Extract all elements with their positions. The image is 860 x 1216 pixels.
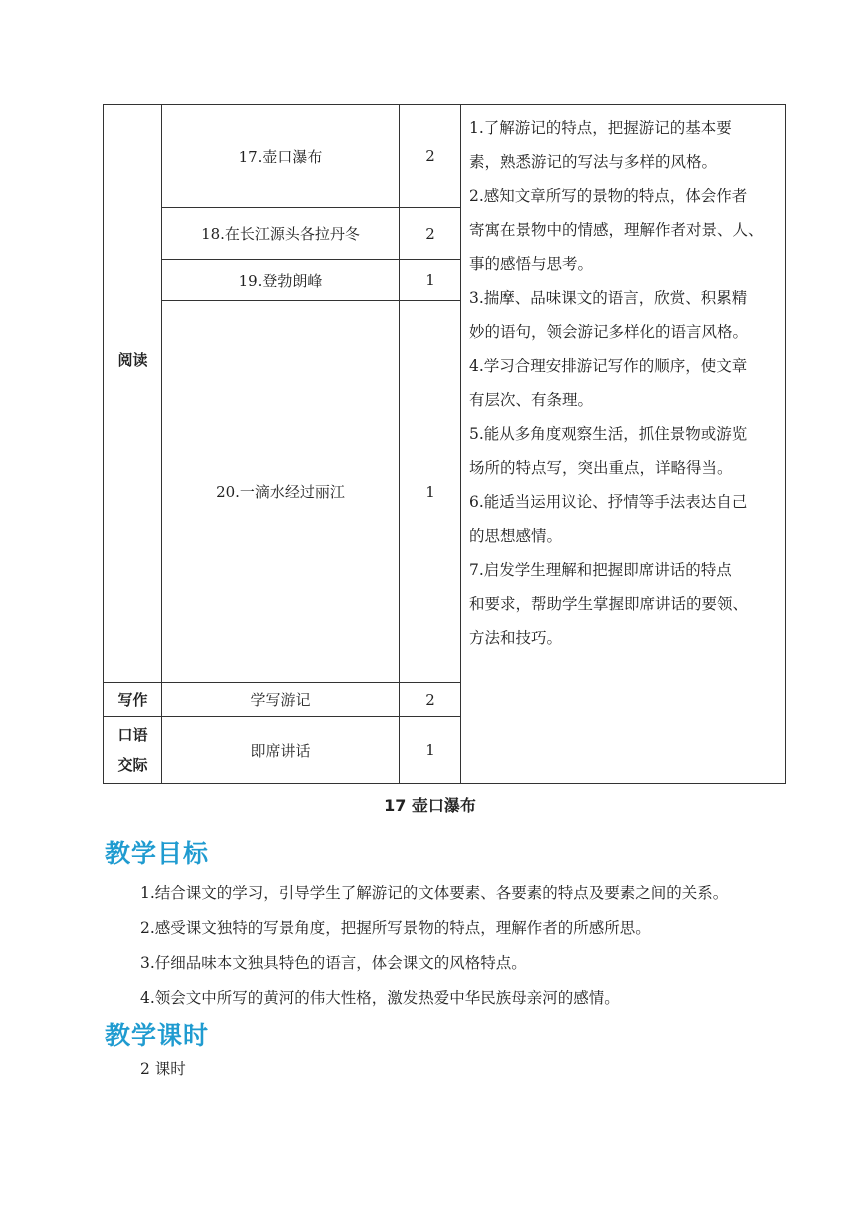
hours-cell: 1 [400,301,461,683]
goal-line: 7.启发学生理解和把握即席讲话的特点 [469,561,732,579]
lesson-title-cell: 18.在长江源头各拉丹冬 [162,208,400,260]
category-line: 交际 [117,756,148,774]
goal-line: 6.能适当运用议论、抒情等手法表达自己 [469,493,748,511]
objectives-list [140,876,728,1016]
goal-line: 有层次、有条理。 [469,391,594,409]
category-line: 口语 [117,726,148,744]
lesson-title-cell: 学写游记 [162,683,400,717]
goal-line: 4.学习合理安排游记写作的顺序，使文章 [469,357,748,375]
class-hours-text: 2 课时 [140,1060,186,1078]
lesson-title-cell: 即席讲话 [162,717,400,784]
category-writing: 写作 [104,683,162,717]
goal-line: 事的感悟与思考。 [469,255,594,273]
goal-line: 素，熟悉游记的写法与多样的风格。 [469,153,718,171]
goal-line: 方法和技巧。 [469,629,563,647]
hours-cell: 1 [400,260,461,301]
goal-line: 妙的语句，领会游记多样化的语言风格。 [469,323,749,341]
lesson-title-cell: 19.登勃朗峰 [162,260,400,301]
lesson-title: 17 壶口瀑布 [384,796,476,815]
category-reading: 阅读 [104,105,162,683]
goal-line: 寄寓在景物中的情感，理解作者对景、人、 [469,221,764,239]
category-oral-communication [104,717,162,784]
goal-line: 的思想感情。 [469,527,563,545]
class-hours-heading: 教学课时 [105,1021,210,1050]
unit-goals-cell [461,105,786,784]
objective-item: 1.结合课文的学习，引导学生了解游记的文体要素、各要素的特点及要素之间的关系。 [140,884,729,902]
hours-cell: 2 [400,683,461,717]
objectives-heading: 教学目标 [105,839,210,868]
goal-line: 场所的特点写，突出重点，详略得当。 [469,459,733,477]
goal-line: 1.了解游记的特点，把握游记的基本要 [469,119,732,137]
lesson-title-cell: 20.一滴水经过丽江 [162,301,400,683]
lesson-title-cell: 17.壶口瀑布 [162,105,400,208]
hours-cell: 2 [400,208,461,260]
hours-cell: 1 [400,717,461,784]
hours-cell: 2 [400,105,461,208]
goal-line: 3.揣摩、品味课文的语言，欣赏、积累精 [469,289,748,307]
unit-plan-table [103,104,786,784]
goal-line: 2.感知文章所写的景物的特点，体会作者 [469,187,748,205]
objective-item: 2.感受课文独特的写景角度，把握所写景物的特点，理解作者的所感所思。 [140,919,651,937]
objective-item: 3.仔细品味本文独具特色的语言，体会课文的风格特点。 [140,954,527,972]
objective-item: 4.领会文中所写的黄河的伟大性格，激发热爱中华民族母亲河的感情。 [140,989,620,1007]
goal-line: 和要求，帮助学生掌握即席讲话的要领、 [469,595,749,613]
goal-line: 5.能从多角度观察生活，抓住景物或游览 [469,425,748,443]
